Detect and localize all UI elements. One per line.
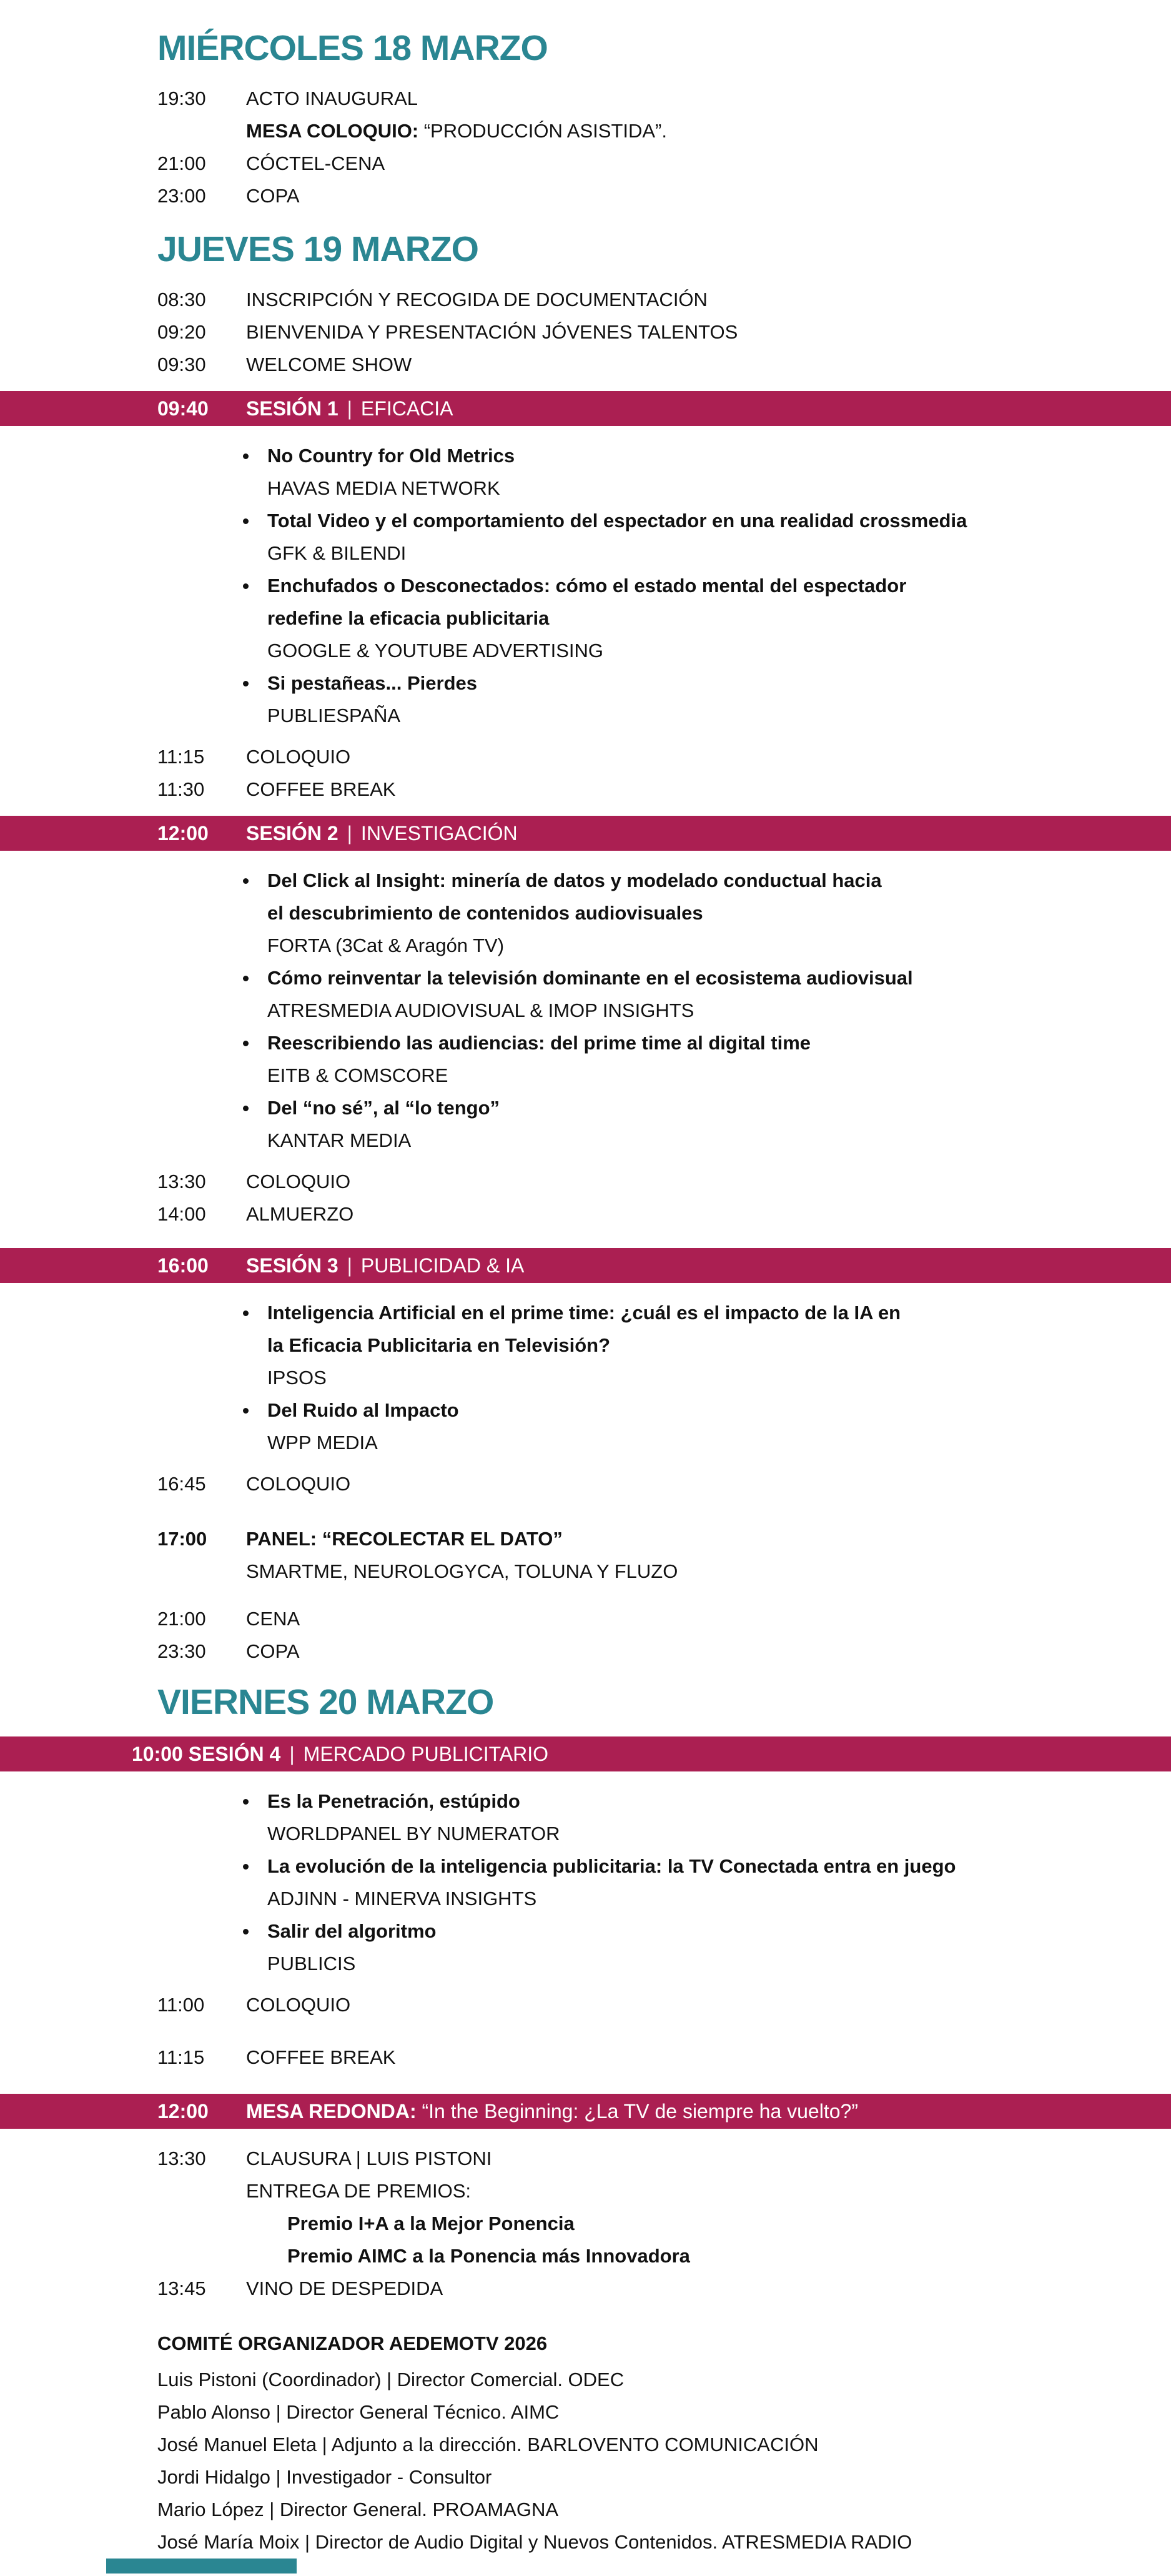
talk-title: Total Video y el comportamiento del espectador en una realidad crossmedia bbox=[0, 505, 1171, 537]
session-category: EFICACIA bbox=[360, 397, 453, 420]
session1-banner bbox=[0, 391, 1171, 426]
row-label: COLOQUIO bbox=[246, 746, 351, 768]
committee-member: José Manuel Eleta | Adjunto a la dirección. BARLOVENTO COMUNICACIÓN bbox=[157, 2434, 819, 2455]
talk-title: Inteligencia Artificial en el prime time: ¿cuál es el impacto de la IA en bbox=[0, 1297, 1171, 1329]
banner-time: 09:40 bbox=[157, 397, 209, 420]
day-heading-viernes: VIERNES 20 MARZO bbox=[157, 1682, 494, 1722]
talk-title: Salir del algoritmo bbox=[0, 1915, 1171, 1948]
row-time: 11:15 bbox=[157, 2046, 205, 2068]
row-label: BIENVENIDA Y PRESENTACIÓN JÓVENES TALENTOS bbox=[246, 321, 738, 343]
schedule-row bbox=[0, 2041, 1171, 2074]
pipe-separator: | bbox=[347, 822, 352, 845]
session3-items bbox=[0, 1297, 1171, 1459]
row-time: 08:30 bbox=[157, 289, 206, 310]
row-time: 21:00 bbox=[157, 1608, 206, 1630]
talk-company: IPSOS bbox=[267, 1367, 327, 1389]
talk-title: Es la Penetración, estúpido bbox=[0, 1785, 1171, 1818]
session-name: 10:00 SESIÓN 4 bbox=[132, 1743, 281, 1765]
schedule-row bbox=[0, 1198, 1171, 1231]
row-time: 16:45 bbox=[157, 1473, 206, 1495]
session2-items bbox=[0, 864, 1171, 1157]
day-heading-miercoles: MIÉRCOLES 18 MARZO bbox=[157, 28, 548, 68]
row-label: COFFEE BREAK bbox=[246, 778, 396, 800]
row-label: ENTREGA DE PREMIOS: bbox=[246, 2180, 472, 2202]
talk-title-line2: la Eficacia Publicitaria en Televisión? bbox=[267, 1334, 611, 1356]
row-time: 23:00 bbox=[157, 185, 206, 207]
row-label: PANEL: “RECOLECTAR EL DATO” bbox=[246, 1528, 563, 1550]
talk-company: PUBLICIS bbox=[267, 1953, 356, 1974]
row-label: CENA bbox=[246, 1608, 300, 1630]
row-label: COLOQUIO bbox=[246, 1171, 351, 1192]
session4-banner bbox=[0, 1736, 1171, 1771]
footer-teal-bar bbox=[106, 2559, 297, 2574]
committee-member: José María Moix | Director de Audio Digital y Nuevos Contenidos. ATRESMEDIA RADIO bbox=[157, 2531, 912, 2553]
schedule-row bbox=[0, 1166, 1171, 1198]
talk-title: No Country for Old Metrics bbox=[0, 440, 1171, 472]
row-time: 23:30 bbox=[157, 1640, 206, 1662]
talk-company: KANTAR MEDIA bbox=[267, 1129, 412, 1151]
talk-title-line2: el descubrimiento de contenidos audiovisuales bbox=[267, 902, 703, 924]
schedule-row bbox=[0, 1468, 1171, 1500]
talk-company: ATRESMEDIA AUDIOVISUAL & IMOP INSIGHTS bbox=[267, 999, 694, 1021]
talk-company: WORLDPANEL BY NUMERATOR bbox=[267, 1823, 560, 1845]
row-label: COPA bbox=[246, 185, 300, 207]
schedule-row bbox=[0, 1603, 1171, 1635]
schedule-row bbox=[0, 741, 1171, 773]
award-row bbox=[0, 2240, 1171, 2272]
row-label: COPA bbox=[246, 1640, 300, 1662]
row-label: COFFEE BREAK bbox=[246, 2046, 396, 2068]
schedule-row bbox=[0, 349, 1171, 381]
talk-title: Del Ruido al Impacto bbox=[0, 1394, 1171, 1427]
row-label: INSCRIPCIÓN Y RECOGIDA DE DOCUMENTACIÓN bbox=[246, 289, 708, 310]
banner-label bbox=[246, 391, 453, 426]
row-time: 09:20 bbox=[157, 321, 206, 343]
talk-title: La evolución de la inteligencia publicitaria: la TV Conectada entra en juego bbox=[0, 1850, 1171, 1883]
schedule-row bbox=[0, 2143, 1171, 2175]
award-label: Premio AIMC a la Ponencia más Innovadora bbox=[287, 2245, 690, 2267]
schedule-row bbox=[0, 773, 1171, 806]
session4-items bbox=[0, 1785, 1171, 1980]
row-time: 11:00 bbox=[157, 1994, 205, 2016]
row-label: SMARTME, NEUROLOGYCA, TOLUNA Y FLUZO bbox=[246, 1560, 678, 1582]
banner-time: 12:00 bbox=[157, 822, 209, 845]
banner-time: 12:00 bbox=[157, 2100, 209, 2123]
row-time: 11:30 bbox=[157, 778, 205, 800]
row-label: ACTO INAUGURAL bbox=[246, 87, 418, 109]
row-label: “PRODUCCIÓN ASISTIDA”. bbox=[418, 120, 667, 142]
committee-title: COMITÉ ORGANIZADOR AEDEMOTV 2026 bbox=[157, 2332, 548, 2354]
schedule-row bbox=[0, 147, 1171, 180]
pipe-separator: | bbox=[347, 397, 352, 420]
row-label: CLAUSURA | LUIS PISTONI bbox=[246, 2147, 492, 2169]
banner-label bbox=[246, 1248, 524, 1283]
talk-company: EITB & COMSCORE bbox=[267, 1064, 448, 1086]
panel-row bbox=[0, 1523, 1171, 1555]
pipe-separator: | bbox=[347, 1254, 352, 1277]
talk-company: GFK & BILENDI bbox=[267, 542, 407, 564]
banner-label bbox=[246, 2094, 858, 2129]
schedule-row bbox=[0, 82, 1171, 115]
talk-title: Reescribiendo las audiencias: del prime time al digital time bbox=[0, 1027, 1171, 1059]
mesa-redonda-quote: “In the Beginning: ¿La TV de siempre ha vuelto?” bbox=[416, 2100, 858, 2123]
talk-title-line2: redefine la eficacia publicitaria bbox=[267, 607, 550, 629]
row-time: 13:30 bbox=[157, 2147, 206, 2169]
talk-title: Del “no sé”, al “lo tengo” bbox=[0, 1092, 1171, 1124]
pipe-separator: | bbox=[289, 1743, 295, 1765]
talk-company: WPP MEDIA bbox=[267, 1432, 378, 1454]
session-category: PUBLICIDAD & IA bbox=[360, 1254, 525, 1277]
award-row bbox=[0, 2207, 1171, 2240]
talk-company: GOOGLE & YOUTUBE ADVERTISING bbox=[267, 640, 604, 661]
session-category: INVESTIGACIÓN bbox=[360, 822, 518, 845]
talk-company: FORTA (3Cat & Aragón TV) bbox=[267, 934, 505, 956]
talk-title: Del Click al Insight: minería de datos y modelado conductual hacia bbox=[0, 864, 1171, 897]
session-name: SESIÓN 1 bbox=[246, 397, 338, 420]
banner-label bbox=[132, 1736, 548, 1771]
row-time: 13:45 bbox=[157, 2277, 206, 2299]
row-time: 21:00 bbox=[157, 152, 206, 174]
schedule-row bbox=[0, 284, 1171, 316]
session-name: SESIÓN 2 bbox=[246, 822, 338, 845]
schedule-row bbox=[0, 115, 1171, 147]
session2-banner bbox=[0, 816, 1171, 851]
session3-banner bbox=[0, 1248, 1171, 1283]
row-time: 09:30 bbox=[157, 354, 206, 375]
talk-company: HAVAS MEDIA NETWORK bbox=[267, 477, 500, 499]
row-time: 17:00 bbox=[157, 1528, 207, 1550]
schedule-row bbox=[0, 1635, 1171, 1668]
talk-title: Si pestañeas... Pierdes bbox=[0, 667, 1171, 700]
award-label: Premio I+A a la Mejor Ponencia bbox=[287, 2212, 575, 2234]
row-label-bold: MESA COLOQUIO: bbox=[246, 120, 419, 142]
talk-company: PUBLIESPAÑA bbox=[267, 705, 401, 726]
committee-member: Luis Pistoni (Coordinador) | Director Comercial. ODEC bbox=[157, 2369, 625, 2390]
committee-section bbox=[0, 2327, 1171, 2559]
committee-member: Mario López | Director General. PROAMAGNA bbox=[157, 2499, 559, 2520]
session-category: MERCADO PUBLICITARIO bbox=[303, 1743, 548, 1765]
committee-member: Pablo Alonso | Director General Técnico. AIMC bbox=[157, 2401, 560, 2423]
row-time: 19:30 bbox=[157, 87, 206, 109]
row-time: 14:00 bbox=[157, 1203, 206, 1225]
session1-items bbox=[0, 440, 1171, 732]
schedule-row bbox=[0, 1989, 1171, 2021]
row-label: COLOQUIO bbox=[246, 1994, 351, 2016]
row-label: WELCOME SHOW bbox=[246, 354, 412, 375]
banner-time: 16:00 bbox=[157, 1254, 209, 1277]
talk-title: Cómo reinventar la televisión dominante en el ecosistema audiovisual bbox=[0, 962, 1171, 994]
panel-companies bbox=[0, 1555, 1171, 1588]
row-label: ALMUERZO bbox=[246, 1203, 354, 1225]
row-label: VINO DE DESPEDIDA bbox=[246, 2277, 443, 2299]
mesa-redonda-banner bbox=[0, 2094, 1171, 2129]
row-label: COLOQUIO bbox=[246, 1473, 351, 1495]
mesa-redonda-label: MESA REDONDA: bbox=[246, 2100, 417, 2123]
schedule-row bbox=[0, 2175, 1171, 2207]
day-heading-jueves: JUEVES 19 MARZO bbox=[157, 229, 478, 269]
committee-member: Jordi Hidalgo | Investigador - Consultor bbox=[157, 2466, 492, 2488]
row-time: 13:30 bbox=[157, 1171, 206, 1192]
talk-company: ADJINN - MINERVA INSIGHTS bbox=[267, 1888, 537, 1910]
session-name: SESIÓN 3 bbox=[246, 1254, 338, 1277]
schedule-row bbox=[0, 2272, 1171, 2305]
row-time: 11:15 bbox=[157, 746, 205, 768]
schedule-row bbox=[0, 316, 1171, 349]
schedule-row bbox=[0, 180, 1171, 212]
banner-label bbox=[246, 816, 518, 851]
row-label: CÓCTEL-CENA bbox=[246, 152, 385, 174]
talk-title: Enchufados o Desconectados: cómo el estado mental del espectador bbox=[0, 570, 1171, 602]
